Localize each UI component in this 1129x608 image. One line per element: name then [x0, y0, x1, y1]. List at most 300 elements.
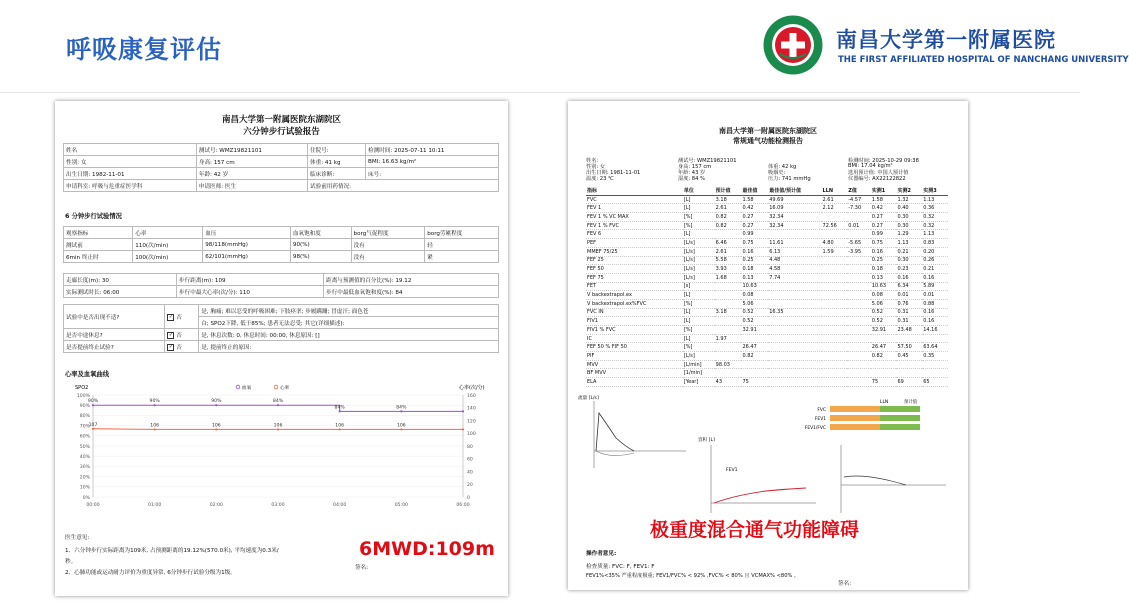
question-answer: [165, 329, 199, 341]
pft-cell: 1.68: [715, 273, 742, 282]
pft-cell: [822, 299, 848, 308]
info-cell: 姓名: [64, 144, 197, 156]
pft-cell: 0.35: [922, 352, 948, 361]
header-divider: [0, 92, 1080, 93]
pft-row: [586, 343, 948, 352]
x-tick-label: 00:00: [86, 503, 100, 508]
operator-title: 操作者意见:: [586, 551, 617, 557]
pft-cell: [847, 299, 871, 308]
pft-cell: 26.47: [871, 343, 897, 352]
spo2-data-label: 90%: [149, 399, 160, 405]
pft-cell: 0.52: [871, 308, 897, 317]
pft-cell: 0.20: [922, 247, 948, 256]
pft-cell: 0.83: [922, 239, 948, 248]
info-cell: 性别: 女: [64, 156, 197, 168]
pft-cell: 57.50: [896, 343, 922, 352]
pft-cell: FEV 6: [586, 230, 683, 239]
pft-cell: FEF 25: [586, 256, 683, 265]
pft-cell: 23.48: [896, 326, 922, 335]
pft-cell: FEV 1: [586, 204, 683, 213]
pft-cell: FEV 1 % FVC: [586, 221, 683, 230]
question-answer: [165, 305, 199, 329]
pft-cell: [741, 334, 768, 343]
pft-cell: 0.42: [871, 204, 897, 213]
pft-cell: MVV: [586, 360, 683, 369]
info-cell: 试验前用药情况:: [308, 180, 499, 192]
pft-cell: [847, 291, 871, 300]
fev1-label: FEV1: [726, 468, 738, 473]
chart-title: 心率及血氧曲线: [65, 371, 110, 378]
pft-cell: 0.99: [871, 230, 897, 239]
info-cell: 体重: 41 kg: [308, 156, 366, 168]
pft-row: [586, 352, 948, 361]
pft-cell: [847, 308, 871, 317]
series-point-0: [92, 404, 94, 406]
pft-cell: [L]: [683, 230, 715, 239]
left-tick-label: 30%: [79, 465, 90, 471]
pft-cell: 0.75: [871, 239, 897, 248]
pft-row: [586, 213, 948, 222]
pft-cell: V backextrapol.ex: [586, 291, 683, 300]
obs-cell: 没有: [351, 239, 425, 251]
quality-text: 检查质量: FVC: F, FEV1: F: [586, 564, 655, 570]
info-text: 性别: 女: [586, 164, 605, 170]
pft-cell: [896, 334, 922, 343]
series-point-0: [215, 404, 217, 406]
info-cell: 测试号: WMZ19821101: [196, 144, 307, 156]
pft-cell: [847, 352, 871, 361]
spo2-data-label: 84%: [272, 399, 284, 405]
third-curve: [844, 476, 906, 485]
pft-cell: 0.01: [922, 291, 948, 300]
pft-cell: 0.36: [922, 204, 948, 213]
pft-row: [586, 291, 948, 300]
obs-cell: 紧: [425, 251, 499, 263]
pft-cell: [768, 291, 821, 300]
pft-cell: 5.06: [741, 299, 768, 308]
pft-cell: 0.31: [896, 308, 922, 317]
pft-row: [586, 369, 948, 378]
pft-cell: [L]: [683, 317, 715, 326]
pft-cell: 0.82: [715, 213, 742, 222]
pft-cell: [L/s]: [683, 239, 715, 248]
spo2-data-label: 84%: [396, 405, 407, 411]
pft-cell: 6.13: [768, 247, 821, 256]
right-tick-label: 160: [467, 393, 476, 399]
pft-cell: FIV1: [586, 317, 683, 326]
pft-cell: [L]: [683, 195, 715, 204]
obs-cell: 100(次/min): [133, 251, 203, 263]
pft-cell: [822, 256, 848, 265]
pft-cell: [L/s]: [683, 352, 715, 361]
pft-cell: [%]: [683, 299, 715, 308]
info-text: 吸烟史:: [768, 170, 786, 176]
pft-cell: 3.93: [715, 265, 742, 274]
pft-cell: [822, 213, 848, 222]
pft-cell: 14.16: [922, 326, 948, 335]
pft-cell: [s]: [683, 282, 715, 291]
pft-cell: 11.61: [768, 239, 821, 248]
left-tick-label: 50%: [79, 444, 90, 450]
pft-cell: 10.63: [741, 282, 768, 291]
hospital-logo: [762, 14, 1129, 78]
pft-cell: [768, 282, 821, 291]
pft-header: 最佳值/预计值: [768, 187, 821, 195]
pft-cell: [822, 334, 848, 343]
info-text: 体重: 42 kg: [768, 164, 797, 170]
pft-cell: 0.30: [896, 221, 922, 230]
pft-cell: [822, 317, 848, 326]
pft-cell: [871, 360, 897, 369]
pft-cell: [768, 317, 821, 326]
pft-cell: [768, 343, 821, 352]
pft-cell: 0.16: [922, 273, 948, 282]
info-cell: 出生日期: 1982-11-01: [64, 168, 197, 180]
pft-cell: [715, 230, 742, 239]
pft-cell: [L]: [683, 334, 715, 343]
pft-results-table: [586, 187, 948, 387]
pft-cell: 0.08: [741, 291, 768, 300]
pft-cell: BF MVV: [586, 369, 683, 378]
zscore-bar: [830, 406, 880, 412]
right-tick-label: 100: [467, 432, 476, 438]
right-tick-label: 20: [467, 483, 473, 489]
pft-header: 实测3: [922, 187, 948, 195]
series-point-1: [215, 428, 217, 430]
pft-row: [586, 317, 948, 326]
checkbox-icon: ✓: [168, 343, 174, 350]
pft-cell: 0.32: [922, 213, 948, 222]
pft-cell: 72.56: [822, 221, 848, 230]
signature-label: 签名:: [355, 565, 369, 571]
pft-cell: -4.57: [847, 195, 871, 204]
right-tick-label: 0: [467, 495, 470, 501]
series-point-0: [339, 410, 341, 412]
answer-no: 否: [176, 344, 182, 351]
pft-cell: 5.06: [871, 299, 897, 308]
obs-header: borg气促程度: [351, 227, 425, 239]
pft-cell: [715, 317, 742, 326]
left-tick-label: 100%: [76, 393, 90, 399]
pft-header: 实测1: [871, 187, 897, 195]
pft-row: [586, 204, 948, 213]
pft-cell: 5.58: [715, 256, 742, 265]
question-label: 是否中途休息?: [64, 329, 165, 341]
pft-cell: 32.34: [768, 221, 821, 230]
pft-cell: 0.13: [741, 273, 768, 282]
pft-cell: [%]: [683, 343, 715, 352]
pft-cell: 0.75: [741, 239, 768, 248]
pft-cell: [L/s]: [683, 256, 715, 265]
pft-cell: [922, 360, 948, 369]
pft-cell: 6.46: [715, 239, 742, 248]
hr-data-label: 106: [273, 423, 283, 429]
summary-cell: 步行中最低血氧饱和度(%): 84: [324, 286, 499, 298]
pft-cell: [L/s]: [683, 265, 715, 274]
legend-icon: [274, 385, 278, 389]
opinion-title: 医生意见:: [65, 535, 90, 541]
zscore-label: FEV1/FVC: [804, 426, 826, 431]
pft-cell: FEV 1 % VC MAX: [586, 213, 683, 222]
summary-cell: 实际测试时长: 06:00: [64, 286, 177, 298]
pft-cell: -7.30: [847, 204, 871, 213]
section-title: 6 分钟步行试验情况: [65, 213, 122, 220]
pft-cell: 0.76: [896, 299, 922, 308]
questions-table: [63, 304, 499, 353]
info-text: 检测时间: 2025-10-29 09:38: [848, 158, 919, 164]
x-tick-label: 03:00: [271, 503, 285, 508]
vt-curve: [714, 488, 806, 503]
opinion-line-1: 1、六分钟步行实际距离为109米, 占预测距离的19.12%(570.0米), 平均速度为0.3米/: [65, 548, 279, 554]
pft-cell: [822, 326, 848, 335]
pft-cell: 0.21: [896, 247, 922, 256]
hr-data-label: 107: [88, 422, 98, 428]
pft-cell: [822, 343, 848, 352]
pft-cell: [871, 334, 897, 343]
pft-cell: MMEF 75/25: [586, 247, 683, 256]
info-cell: 身高: 157 cm: [196, 156, 307, 168]
pft-cell: 3.18: [715, 195, 742, 204]
pft-row: [586, 378, 948, 387]
info-text: 湿度: 84 %: [678, 176, 705, 182]
pft-cell: 0.27: [741, 221, 768, 230]
logo-english-name: THE FIRST AFFILIATED HOSPITAL OF NANCHANG UNIVERSITY: [838, 55, 1129, 65]
obs-cell: 110(次/min): [133, 239, 203, 251]
pft-cell: [847, 317, 871, 326]
pft-cell: 2.61: [715, 204, 742, 213]
left-tick-label: 40%: [79, 455, 90, 460]
pft-cell: 0.31: [896, 317, 922, 326]
pft-cell: 0.08: [871, 291, 897, 300]
spo2-data-label: 90%: [211, 399, 222, 405]
pft-row: [586, 221, 948, 230]
pft-cell: 5.89: [922, 282, 948, 291]
obs-cell: 90(%): [290, 239, 351, 251]
pft-cell: [768, 299, 821, 308]
pft-cell: [822, 378, 848, 387]
pft-cell: [768, 360, 821, 369]
pft-cell: [847, 273, 871, 282]
signature-label: 签名:: [838, 581, 852, 587]
legend-label: 血氧: [242, 386, 252, 391]
pft-cell: [768, 230, 821, 239]
info-text: BMI: 17.04 kg/m²: [848, 163, 893, 169]
pft-cell: 0.27: [741, 213, 768, 222]
pft-cell: IC: [586, 334, 683, 343]
pft-cell: FIV1 % FVC: [586, 326, 683, 335]
slide-title: 呼吸康复评估: [66, 35, 223, 64]
pft-header-row: [586, 187, 948, 195]
pft-cell: 0.82: [741, 352, 768, 361]
pft-cell: 32.91: [741, 326, 768, 335]
pft-row: [586, 239, 948, 248]
zscore-bar: [880, 424, 920, 430]
pft-header: 预计值: [715, 187, 742, 195]
fv-curve: [596, 413, 634, 451]
series-point-1: [462, 428, 464, 430]
pft-cell: 0.30: [896, 256, 922, 265]
pft-cell: [847, 282, 871, 291]
pft-cell: [1/min]: [683, 369, 715, 378]
pft-cell: 0.52: [741, 317, 768, 326]
pft-cell: [741, 369, 768, 378]
left-tick-label: 60%: [79, 434, 90, 440]
pft-cell: 0.18: [871, 265, 897, 274]
pft-cell: [822, 273, 848, 282]
pft-row: [586, 247, 948, 256]
zscore-title: LLN: [880, 400, 889, 405]
left-tick-label: 20%: [79, 475, 90, 481]
fv-inspiration: [596, 451, 634, 456]
obs-cell: 98(%): [290, 251, 351, 263]
pft-cell: 0.25: [871, 256, 897, 265]
x-tick-label: 06:00: [456, 503, 470, 508]
info-cell: 申请科室: 呼吸与危重症医学科: [64, 180, 197, 192]
pft-cell: [822, 230, 848, 239]
pft-cell: 0.13: [871, 273, 897, 282]
checkbox-icon: ✓: [168, 313, 174, 320]
pft-cell: 0.45: [896, 352, 922, 361]
pft-cell: [822, 369, 848, 378]
pft-cell: 1.13: [922, 230, 948, 239]
pft-cell: [715, 369, 742, 378]
pft-cell: [715, 326, 742, 335]
obs-header: 心率: [133, 227, 203, 239]
question-answer: [165, 341, 199, 353]
pft-cell: 2.61: [822, 195, 848, 204]
question-options: 是, 休息次数: 0, 休息时间: 00:00, 休息原因: []: [199, 329, 499, 341]
x-tick-label: 01:00: [148, 503, 162, 508]
pft-cell: [L]: [683, 204, 715, 213]
pft-cell: 10.63: [871, 282, 897, 291]
pft-cell: [871, 369, 897, 378]
x-tick-label: 05:00: [394, 503, 408, 508]
pft-cell: 69: [896, 378, 922, 387]
pft-cell: 0.16: [922, 308, 948, 317]
pft-cell: 0.99: [741, 230, 768, 239]
zscore-label: FVC: [817, 408, 826, 413]
pft-cell: 0.25: [741, 256, 768, 265]
question-options: 是, 胸痛; 难以忍受的呼吸困难; 下肢痉挛; 步履蹒跚; 冒虚汗; 面色苍: [199, 305, 499, 317]
pft-cell: [L/s]: [683, 273, 715, 282]
obs-header: 血压: [203, 227, 291, 239]
pft-cell: [715, 343, 742, 352]
left-tick-label: 0%: [82, 495, 90, 501]
pft-cell: [822, 360, 848, 369]
right-axis-label: 心率(次/分): [459, 385, 485, 391]
pft-cell: FVC IN: [586, 308, 683, 317]
x-tick-label: 04:00: [333, 503, 347, 508]
pft-cell: [822, 282, 848, 291]
pft-cell: 98.03: [715, 360, 742, 369]
pft-cell: 3.18: [715, 308, 742, 317]
pft-cell: FEF 75: [586, 273, 683, 282]
pft-cell: [715, 282, 742, 291]
pft-header: LLN: [822, 187, 848, 195]
pft-cell: [715, 299, 742, 308]
pft-cell: 0.32: [922, 221, 948, 230]
pft-row: [586, 334, 948, 343]
pft-cell: [L]: [683, 291, 715, 300]
pft-cell: 75: [871, 378, 897, 387]
hr-data-label: 106: [211, 423, 221, 429]
pft-row: [586, 273, 948, 282]
pft-cell: 2.12: [822, 204, 848, 213]
pft-cell: 0.23: [896, 265, 922, 274]
pft-cell: [741, 360, 768, 369]
pft-cell: PEF: [586, 239, 683, 248]
pft-cell: [L/s]: [683, 247, 715, 256]
zscore-title: 预计值: [904, 400, 918, 405]
hr-data-label: 106: [396, 423, 406, 429]
pft-header: 实测2: [896, 187, 922, 195]
obs-header: 观察指标: [64, 227, 133, 239]
pft-cell: 43: [715, 378, 742, 387]
pft-cell: -5.65: [847, 239, 871, 248]
info-cell: 年龄: 42 岁: [196, 168, 307, 180]
pft-cell: 1.59: [822, 247, 848, 256]
answer-no: 否: [176, 332, 182, 339]
pft-cell: 0.27: [871, 213, 897, 222]
pft-header: 单位: [683, 187, 715, 195]
zscore-bar: [830, 424, 880, 430]
pft-header: 指标: [586, 187, 683, 195]
series-point-1: [154, 428, 156, 430]
pft-cell: 1.97: [715, 334, 742, 343]
left-tick-label: 10%: [79, 485, 90, 491]
pft-cell: [847, 256, 871, 265]
logo-chinese-name: 南昌大学第一附属医院: [836, 28, 1056, 52]
pft-cell: FET: [586, 282, 683, 291]
opinion-line-2: 2、心肺功能或运动耐力评价为重度异常, 6分钟步行试验分级为1级。: [65, 570, 236, 576]
pft-cell: [847, 326, 871, 335]
observation-table: [63, 226, 499, 263]
summary-table: [63, 273, 499, 298]
pft-cell: 7.74: [768, 273, 821, 282]
info-cell: 申请医师: 医生: [196, 180, 307, 192]
pft-cell: [847, 378, 871, 387]
pft-cell: 0.40: [896, 204, 922, 213]
pft-cell: [715, 352, 742, 361]
obs-cell: 62/101(mmHg): [203, 251, 291, 263]
pft-cell: 0.52: [741, 308, 768, 317]
x-tick-label: 02:00: [209, 503, 223, 508]
pft-cell: 0.01: [896, 291, 922, 300]
pft-cell: 16.09: [768, 204, 821, 213]
summary-cell: 步行中最大心率(次/分): 110: [177, 286, 324, 298]
question-options: 白; SPO2下降, 低于85%; 患者无法忍受; 其它(详细描述):: [199, 317, 499, 329]
right-tick-label: 80: [467, 444, 473, 450]
hr-spo2-chart: [63, 379, 493, 514]
legend-icon: [236, 385, 240, 389]
pft-cell: 4.58: [768, 265, 821, 274]
pft-cell: 65: [922, 378, 948, 387]
series-point-1: [92, 428, 94, 430]
pft-cell: ELA: [586, 378, 683, 387]
pft-cell: 1.29: [896, 230, 922, 239]
info-text: 仪器编号: AX22122822: [848, 176, 906, 182]
pft-cell: 0.16: [896, 273, 922, 282]
right-tick-label: 140: [467, 406, 476, 412]
pft-row: [586, 282, 948, 291]
pft-cell: 1.32: [896, 195, 922, 204]
patient-info-table: [63, 143, 499, 192]
pft-cell: 0.26: [922, 256, 948, 265]
info-text: 年龄: 43 岁: [678, 170, 706, 176]
pft-cell: 2.61: [715, 247, 742, 256]
zscore-bar: [880, 415, 920, 421]
pft-header: 最佳值: [741, 187, 768, 195]
